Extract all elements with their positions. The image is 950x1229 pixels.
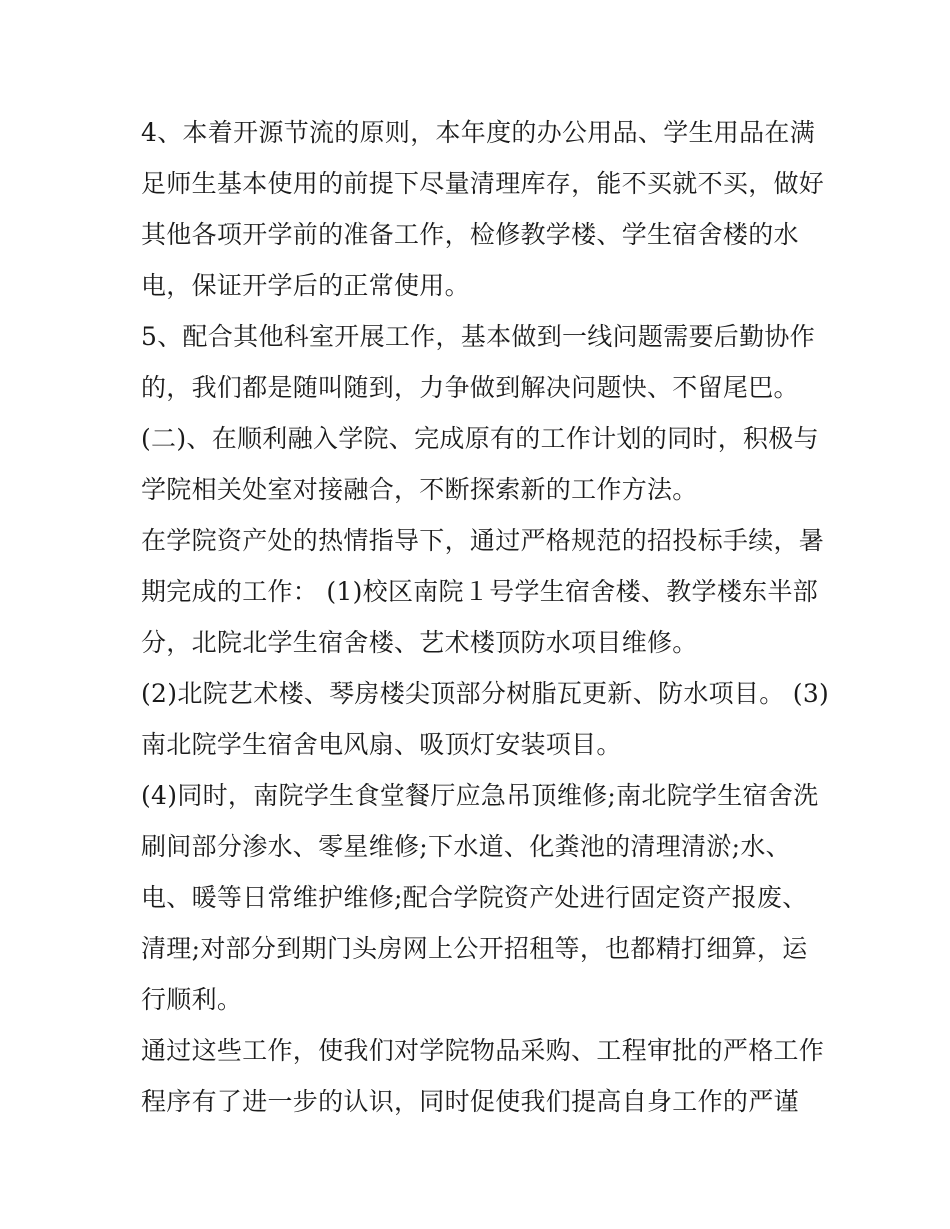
document-page [141,107,830,1127]
text-line: (2)北院艺术楼、琴房楼尖顶部分树脂瓦更新、防水项目。 (3) [141,679,830,708]
text-line: 电、暖等日常维护维修;配合学院资产处进行固定资产报废、 [141,883,808,912]
paragraph-items-2-3 [141,668,830,770]
text-line: 刷间部分渗水、零星维修;下水道、化粪池的清理清淤;水、 [141,832,791,861]
text-line: 电，保证开学后的正常使用。 [141,271,470,300]
text-line: 4、本着开源节流的原则，本年度的办公用品、学生用品在满 [141,118,816,147]
paragraph-section-2 [141,413,819,515]
text-line: 期完成的工作： (1)校区南院１号学生宿舍楼、教学楼东半部 [141,577,819,606]
text-line: 程序有了进一步的认识，同时促使我们提高自身工作的严谨 [141,1087,799,1116]
text-line: 其他各项开学前的准备工作，检修教学楼、学生宿舍楼的水 [141,220,799,249]
text-line: (4)同时，南院学生食堂餐厅应急吊顶维修;南北院学生宿舍洗 [141,781,819,810]
paragraph-item-4 [141,107,825,311]
paragraph-item-4-maintenance [141,770,819,1025]
text-line: 清理;对部分到期门头房网上公开招租等，也都精打细算，运 [141,934,808,963]
text-line: (二)、在顺利融入学院、完成原有的工作计划的同时，积极与 [141,424,819,453]
text-line: 分，北院北学生宿舍楼、艺术楼顶防水项目维修。 [141,628,698,657]
text-line: 足师生基本使用的前提下尽量清理库存，能不买就不买，做好 [141,169,825,198]
paragraph-summer-work [141,515,825,668]
text-line: 行顺利。 [141,985,243,1014]
text-line: 的，我们都是随叫随到，力争做到解决问题快、不留尾巴。 [141,373,799,402]
text-line: 学院相关处室对接融合，不断探索新的工作方法。 [141,475,698,504]
text-line: 通过这些工作，使我们对学院物品采购、工程审批的严格工作 [141,1036,825,1065]
text-line: 在学院资产处的热情指导下，通过严格规范的招投标手续，暑 [141,526,825,555]
text-line: 5、配合其他科室开展工作，基本做到一线问题需要后勤协作 [141,322,816,351]
paragraph-item-5 [141,311,816,413]
text-line: 南北院学生宿舍电风扇、吸顶灯安装项目。 [141,730,622,759]
paragraph-conclusion [141,1025,825,1127]
